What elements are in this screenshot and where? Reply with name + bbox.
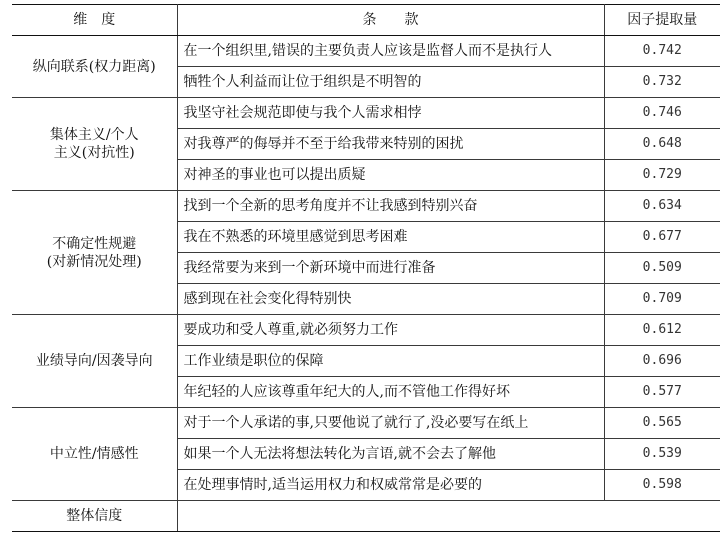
header-row [12,5,720,36]
dimension-cell [12,36,177,98]
dimension-label-line: 不确定性规避 [52,235,137,252]
loading-cell: 0.677 [604,222,720,253]
loading-cell: 0.634 [604,191,720,222]
table-body [12,36,720,532]
item-cell: 我在不熟悉的环境里感觉到思考困难 [177,222,604,253]
footer-row [12,501,720,532]
overall-reliability-value [177,501,720,532]
item-cell: 在一个组织里,错误的主要负责人应该是监督人而不是执行人 [177,36,604,67]
item-cell: 要成功和受人尊重,就必须努力工作 [177,315,604,346]
item-cell: 我坚守社会规范即使与我个人需求相悖 [177,98,604,129]
factor-loading-table [12,4,720,532]
item-cell: 我经常要为来到一个新环境中而进行准备 [177,253,604,284]
table-row [12,191,720,222]
loading-cell: 0.509 [604,253,720,284]
item-cell: 在处理事情时,适当运用权力和权威常常是必要的 [177,470,604,501]
dimension-label-line: 集体主义/个人 [49,127,139,143]
loading-cell: 0.732 [604,67,720,98]
loading-cell: 0.742 [604,36,720,67]
header-loading: 因子提取量 [604,5,720,36]
dimension-label-line: 纵向联系(权力距离) [32,58,156,75]
item-cell: 对我尊严的侮辱并不至于给我带来特别的困扰 [177,129,604,160]
table-row [12,36,720,67]
header-dimension: 维 度 [12,5,177,36]
dimension-label-line: 业绩导向/因袭导向 [35,353,153,369]
item-cell: 感到现在社会变化得特别快 [177,284,604,315]
item-cell: 如果一个人无法将想法转化为言语,就不会去了解他 [177,439,604,470]
table-row [12,408,720,439]
loading-cell: 0.612 [604,315,720,346]
dimension-label-line: 中立性/情感性 [49,446,139,462]
header-item: 条 款 [177,5,604,36]
item-cell: 工作业绩是职位的保障 [177,346,604,377]
dimension-cell [12,408,177,501]
loading-cell: 0.565 [604,408,720,439]
loading-cell: 0.709 [604,284,720,315]
table-row [12,98,720,129]
loading-cell: 0.648 [604,129,720,160]
loading-cell: 0.696 [604,346,720,377]
table-row [12,315,720,346]
item-cell: 对神圣的事业也可以提出质疑 [177,160,604,191]
dimension-cell [12,98,177,191]
dimension-label-line: 主义(对抗性) [53,145,135,161]
loading-cell: 0.729 [604,160,720,191]
dimension-cell [12,315,177,408]
dimension-label-line: (对新情况处理) [46,253,142,270]
loading-cell: 0.539 [604,439,720,470]
item-cell: 牺牲个人利益而让位于组织是不明智的 [177,67,604,98]
loading-cell: 0.577 [604,377,720,408]
loading-cell: 0.598 [604,470,720,501]
dimension-cell [12,191,177,315]
item-cell: 年纪轻的人应该尊重年纪大的人,而不管他工作得好坏 [177,377,604,408]
loading-cell: 0.746 [604,98,720,129]
item-cell: 找到一个全新的思考角度并不让我感到特别兴奋 [177,191,604,222]
item-cell: 对于一个人承诺的事,只要他说了就行了,没必要写在纸上 [177,408,604,439]
factor-table-container [12,4,720,532]
overall-reliability-label: 整体信度 [12,501,177,532]
